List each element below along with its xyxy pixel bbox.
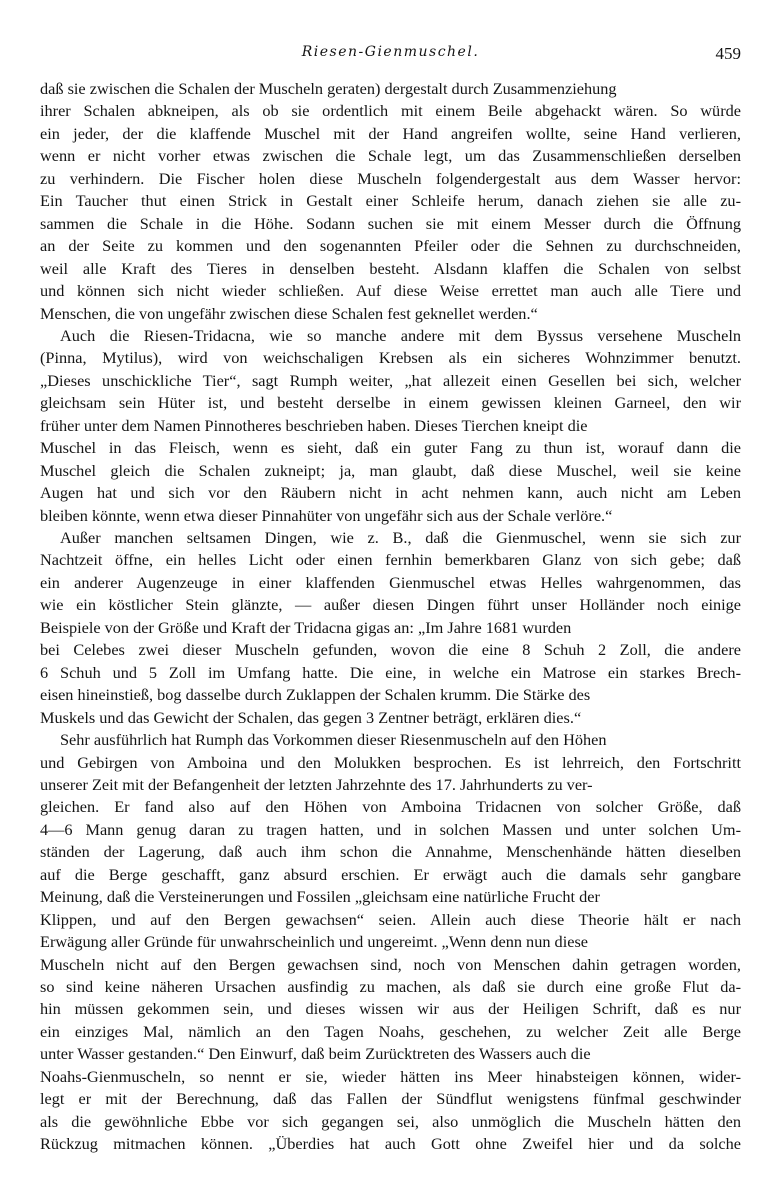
text-line: Außer manchen seltsamen Dingen, wie z. B., daß die Gienmuschel, wenn sie sich zur: [60, 528, 741, 547]
text-line: ein einziges Mal, nämlich an den Tagen Noahs, geschehen, zu welcher Zeit alle Berge: [40, 1021, 741, 1041]
text-line: unserer Zeit mit der Befangenheit der letzten Jahrzehnte des 17. Jahrhunderts zu ver-: [40, 774, 593, 794]
text-line: Augen hat und sich vor den Räubern nicht in acht nehmen kann, auch nicht am Leben: [40, 483, 741, 503]
text-line: gleichen. Er fand also auf den Höhen von Amboina Tridacnen von solcher Größe, daß: [40, 797, 741, 817]
text-line: Nachtzeit öffne, ein helles Licht oder einen fernhin bemerkbaren Glanz von sich gebe; daß: [40, 550, 741, 570]
text-line: Muskels und das Gewicht der Schalen, das gegen 3 Zentner beträgt, erklären dies.“: [40, 707, 582, 727]
text-line: Erwägung aller Gründe für unwahrscheinlich und ungereimt. „Wenn denn nun diese: [40, 932, 589, 952]
text-line: bei Celebes zwei dieser Muscheln gefunden, wovon die eine 8 Schuh 2 Zoll, die andere: [40, 640, 741, 660]
text-line: ein anderer Augenzeuge in einer klaffenden Gienmuschel etwas Helles wahrgenommen, das: [40, 572, 741, 592]
text-line: Muscheln nicht auf den Bergen gewachsen sind, noch von Menschen dahin getragen worden,: [40, 954, 741, 974]
text-line: daß sie zwischen die Schalen der Muscheln geraten) dergestalt durch Zusammenziehung: [40, 79, 617, 98]
text-line: und Gebirgen von Amboina und den Molukken besprochen. Es ist lehrreich, den Fortschritt: [40, 752, 741, 772]
text-line: als die gewöhnliche Ebbe vor sich gegangen sei, also unmöglich die Muscheln hätten den: [40, 1111, 741, 1131]
text-line: an der Seite zu kommen und den sogenannten Pfeiler oder die Sehnen zu durchschneiden,: [40, 236, 741, 256]
text-line: wie ein köstlicher Stein glänzte, — außer diesen Dingen führt unser Holländer noch einige: [40, 595, 741, 615]
text-line: zu verhindern. Die Fischer holen diese Muscheln folgendergestalt aus dem Wasser hervor:: [40, 168, 741, 188]
text-line: sammen die Schale in die Höhe. Sodann suchen sie mit einem Messer durch die Öffnung: [40, 213, 741, 233]
text-line: Meinung, daß die Versteinerungen und Fossilen „gleichsam eine natürliche Frucht der: [40, 887, 600, 907]
text-line: (Pinna, Mytilus), wird von weichschaligen Krebsen als ein sicheres Wohnzimmer benutzt.: [40, 348, 741, 368]
text-line: gleichsam sein Hüter ist, und besteht derselbe in einem gewissen kleinen Garneel, den wir: [40, 393, 741, 413]
text-line: ständen der Lagerung, daß auch ihm schon die Annahme, Menschenhände hätten dieselben: [40, 842, 741, 862]
text-line: früher unter dem Namen Pinnotheres beschrieben haben. Dieses Tierchen kneipt die: [40, 415, 588, 435]
text-line: Muschel in das Fleisch, wenn es sieht, daß ein guter Fang zu thun ist, worauf dann die: [40, 438, 741, 458]
text-line: Rückzug mitmachen können. „Überdies hat auch Gott ohne Zweifel hier und da solche: [40, 1134, 741, 1154]
text-line: wenn er nicht vorher etwas zwischen die Schale legt, um das Zusammenschließen derselben: [40, 146, 741, 166]
text-line: ihrer Schalen abkneipen, als ob sie ordentlich mit einem Beile abgehackt wären. So würde: [40, 101, 741, 121]
text-line: Muschel gleich die Schalen zukneipt; ja, man glaubt, daß diese Muschel, weil sie keine: [40, 460, 741, 480]
text-line: „Dieses unschickliche Tier“, sagt Rumph weiter, „hat allezeit einen Gesellen bei sich, welcher: [40, 370, 741, 390]
text-line: weil alle Kraft des Tieres in denselben besteht. Alsdann klaffen die Schalen von selbst: [40, 258, 741, 278]
text-line: unter Wasser gestanden.“ Den Einwurf, daß beim Zurücktreten des Wassers auch die: [40, 1044, 591, 1064]
text-line: 4—6 Mann genug daran zu tragen hatten, und in solchen Massen und unter solchen Um-: [40, 819, 741, 839]
text-line: eisen hineinstieß, bog dasselbe durch Zuklappen der Schalen krumm. Die Stärke des: [40, 685, 591, 705]
text-line: 6 Schuh und 5 Zoll im Umfang hatte. Die eine, in welche ein Matrose ein starkes Brech-: [40, 662, 741, 682]
text-line: bleiben könnte, wenn etwa dieser Pinnahüter von ungefähr sich aus der Schale verlöre.“: [40, 505, 613, 525]
text-line: und können sich nicht wieder schließen. Auf diese Weise errettet man auch alle Tiere und: [40, 281, 741, 301]
text-line: Klippen, und auf den Bergen gewachsen“ seien. Allein auch diese Theorie hält er nach: [40, 909, 741, 929]
text-line: Menschen, die von ungefähr zwischen diese Schalen fest geknellet werden.“: [40, 303, 538, 323]
running-header: [40, 44, 741, 70]
page-number: 459: [715, 44, 741, 63]
text-line: ein jeder, der die klaffende Muschel mit der Hand angreifen wollte, seine Hand verlieren,: [40, 123, 741, 143]
text-line: Sehr ausführlich hat Rumph das Vorkommen dieser Riesenmuscheln auf den Höhen: [60, 730, 607, 750]
text-line: Auch die Riesen-Tridacna, wie so manche andere mit dem Byssus versehene Muscheln: [60, 325, 741, 345]
text-line: Ein Taucher thut einen Strick in Gestalt einer Schleife herum, danach ziehen sie alle zu-: [40, 191, 741, 211]
text-line: hin müssen gekommen sein, und dieses wissen wir aus der Heiligen Schrift, daß es nur: [40, 999, 741, 1019]
text-line: auf die Berge geschafft, ganz absurd erschien. Er erwägt auch die damals sehr gangbare: [40, 864, 741, 884]
text-line: Beispiele von der Größe und Kraft der Tridacna gigas an: „Im Jahre 1681 wurden: [40, 617, 572, 637]
text-line: legt er mit der Berechnung, daß das Fallen der Sündflut wenigstens fünfmal geschwinder: [40, 1089, 741, 1109]
header-title: Riesen-Gienmuschel.: [301, 44, 480, 60]
text-line: Noahs-Gienmuscheln, so nennt er sie, wieder hätten ins Meer hinabsteigen können, wider-: [40, 1066, 741, 1086]
text-line: so sind keine näheren Ursachen ausfindig zu machen, als daß sie durch eine große Flut da-: [40, 977, 741, 996]
